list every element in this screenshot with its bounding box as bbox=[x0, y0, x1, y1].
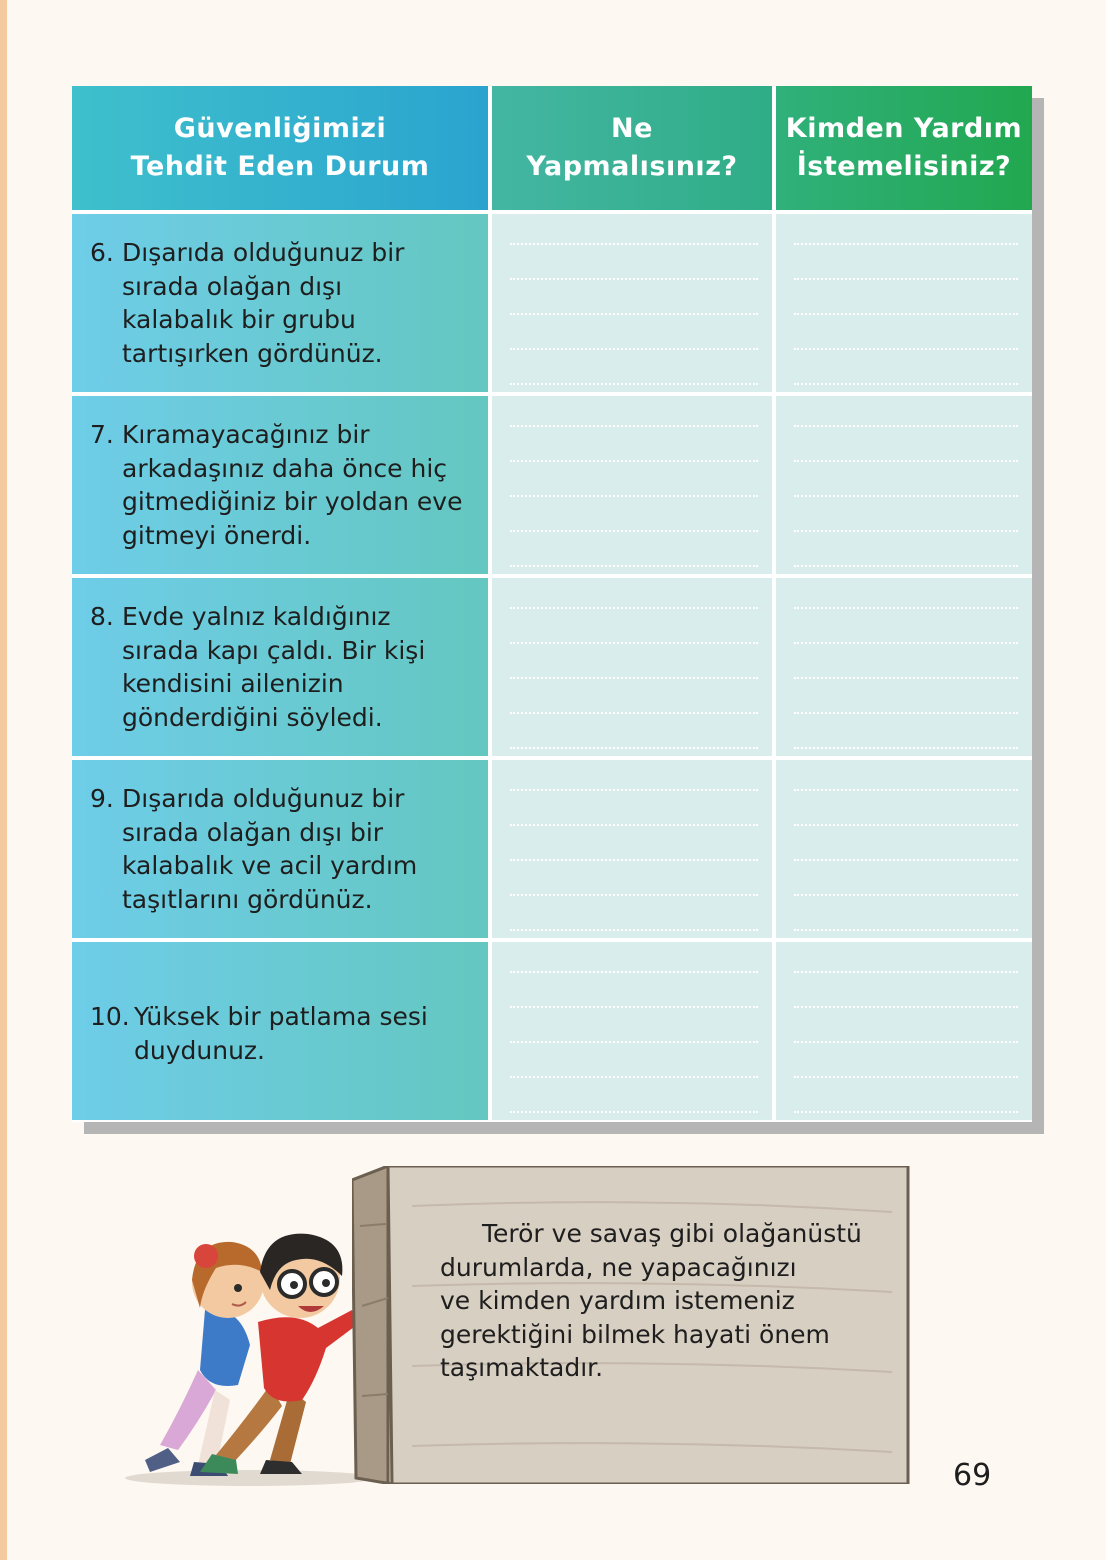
situation-line: Yüksek bir patlama sesi bbox=[134, 1002, 428, 1031]
dotted-writing-line bbox=[794, 348, 1018, 350]
situation-line: taşıtlarını gördünüz. bbox=[122, 884, 373, 914]
answer-who-to-ask-9[interactable] bbox=[776, 760, 1032, 938]
dotted-writing-line bbox=[794, 383, 1018, 385]
dotted-writing-line bbox=[510, 677, 758, 679]
situation-cell-6 bbox=[72, 214, 488, 392]
situation-line: sırada kapı çaldı. Bir kişi bbox=[122, 635, 426, 665]
dotted-writing-line bbox=[794, 243, 1018, 245]
situation-cell-9 bbox=[72, 760, 488, 938]
note-line: durumlarda, ne yapacağınızı bbox=[440, 1252, 797, 1282]
dotted-writing-line bbox=[794, 894, 1018, 896]
dotted-writing-line bbox=[794, 460, 1018, 462]
note-line: Terör ve savaş gibi olağanüstü bbox=[482, 1219, 862, 1248]
dotted-writing-line bbox=[510, 1006, 758, 1008]
dotted-writing-line bbox=[794, 712, 1018, 714]
dotted-writing-line bbox=[510, 425, 758, 427]
dotted-writing-line bbox=[510, 747, 758, 749]
dotted-writing-line bbox=[510, 789, 758, 791]
answer-what-to-do-8[interactable] bbox=[492, 578, 772, 756]
situation-line: Dışarıda olduğunuz bir bbox=[122, 784, 405, 813]
situation-line: arkadaşınız daha önce hiç bbox=[122, 453, 448, 483]
safety-table bbox=[72, 86, 1032, 1122]
dotted-writing-line bbox=[510, 971, 758, 973]
answer-what-to-do-7[interactable] bbox=[492, 396, 772, 574]
situation-number: 6. bbox=[90, 238, 114, 267]
dotted-writing-line bbox=[794, 859, 1018, 861]
situation-line: sırada olağan dışı bir bbox=[122, 817, 384, 847]
page-number: 69 bbox=[953, 1458, 992, 1493]
header-what-to-do bbox=[492, 86, 772, 210]
situation-number: 7. bbox=[90, 420, 114, 449]
note-line: ve kimden yardım istemeniz bbox=[440, 1286, 795, 1315]
dotted-writing-line bbox=[794, 607, 1018, 609]
dotted-writing-line bbox=[794, 425, 1018, 427]
dotted-writing-line bbox=[794, 565, 1018, 567]
dotted-writing-line bbox=[794, 1111, 1018, 1113]
dotted-writing-line bbox=[794, 677, 1018, 679]
dotted-writing-line bbox=[794, 495, 1018, 497]
header-what-line-2: Yapmalısınız? bbox=[526, 151, 738, 182]
dotted-writing-line bbox=[794, 824, 1018, 826]
page-edge-line bbox=[0, 0, 7, 1560]
dotted-writing-line bbox=[510, 530, 758, 532]
dotted-writing-line bbox=[510, 348, 758, 350]
children-pushing-illustration bbox=[120, 1210, 380, 1490]
dotted-writing-line bbox=[510, 1041, 758, 1043]
dotted-writing-line bbox=[794, 789, 1018, 791]
header-who-line-1: Kimden Yardım bbox=[785, 113, 1023, 144]
info-note bbox=[440, 1217, 880, 1385]
situation-line: Evde yalnız kaldığınız bbox=[122, 602, 391, 631]
situation-line: duydunuz. bbox=[134, 1035, 265, 1065]
header-threat-line-2: Tehdit Eden Durum bbox=[130, 151, 430, 182]
dotted-writing-line bbox=[510, 859, 758, 861]
dotted-writing-line bbox=[510, 565, 758, 567]
answer-what-to-do-10[interactable] bbox=[492, 942, 772, 1120]
dotted-writing-line bbox=[794, 1076, 1018, 1078]
dotted-writing-line bbox=[794, 971, 1018, 973]
dotted-writing-line bbox=[510, 607, 758, 609]
situation-line: kalabalık ve acil yardım bbox=[122, 851, 418, 880]
header-threat-line-1: Güvenliğimizi bbox=[173, 113, 387, 144]
dotted-writing-line bbox=[510, 712, 758, 714]
dotted-writing-line bbox=[794, 313, 1018, 315]
answer-what-to-do-9[interactable] bbox=[492, 760, 772, 938]
situation-line: kalabalık bir grubu bbox=[122, 305, 356, 334]
situation-line: kendisini ailenizin bbox=[122, 669, 344, 698]
dotted-writing-line bbox=[794, 642, 1018, 644]
note-line: gerektiğini bilmek hayati önem bbox=[440, 1319, 830, 1349]
dotted-writing-line bbox=[510, 1076, 758, 1078]
situation-number: 9. bbox=[90, 784, 114, 813]
dotted-writing-line bbox=[794, 1041, 1018, 1043]
dotted-writing-line bbox=[794, 1006, 1018, 1008]
situation-line: Kıramayacağınız bir bbox=[122, 420, 370, 449]
answer-who-to-ask-7[interactable] bbox=[776, 396, 1032, 574]
situation-cell-7 bbox=[72, 396, 488, 574]
dotted-writing-line bbox=[510, 383, 758, 385]
header-what-line-1: Ne bbox=[611, 113, 653, 144]
situation-line: gitmeyi önerdi. bbox=[122, 520, 312, 550]
situation-line: tartışırken gördünüz. bbox=[122, 338, 383, 368]
dotted-writing-line bbox=[794, 929, 1018, 931]
situation-number: 8. bbox=[90, 602, 114, 631]
situation-cell-10 bbox=[72, 942, 488, 1120]
answer-who-to-ask-10[interactable] bbox=[776, 942, 1032, 1120]
dotted-writing-line bbox=[510, 642, 758, 644]
situation-line: Dışarıda olduğunuz bir bbox=[122, 238, 405, 267]
dotted-writing-line bbox=[510, 824, 758, 826]
answer-who-to-ask-6[interactable] bbox=[776, 214, 1032, 392]
situation-line: sırada olağan dışı bbox=[122, 271, 343, 301]
dotted-writing-line bbox=[794, 747, 1018, 749]
dotted-writing-line bbox=[510, 894, 758, 896]
header-who-to-ask bbox=[776, 86, 1032, 210]
dotted-writing-line bbox=[510, 495, 758, 497]
dotted-writing-line bbox=[510, 929, 758, 931]
situation-cell-8 bbox=[72, 578, 488, 756]
answer-what-to-do-6[interactable] bbox=[492, 214, 772, 392]
situation-line: gönderdiğini söyledi. bbox=[122, 702, 383, 732]
dotted-writing-line bbox=[510, 313, 758, 315]
dotted-writing-line bbox=[794, 530, 1018, 532]
situation-number: 10. bbox=[90, 1002, 130, 1031]
table-grid bbox=[72, 86, 1032, 1122]
answer-who-to-ask-8[interactable] bbox=[776, 578, 1032, 756]
dotted-writing-line bbox=[510, 460, 758, 462]
situation-line: gitmediğiniz bir yoldan eve bbox=[122, 487, 463, 516]
dotted-writing-line bbox=[510, 243, 758, 245]
header-who-line-2: İstemelisiniz? bbox=[796, 151, 1012, 182]
header-threat-situation bbox=[72, 86, 488, 210]
note-line: taşımaktadır. bbox=[440, 1353, 604, 1382]
dotted-writing-line bbox=[794, 278, 1018, 280]
dotted-writing-line bbox=[510, 278, 758, 280]
dotted-writing-line bbox=[510, 1111, 758, 1113]
